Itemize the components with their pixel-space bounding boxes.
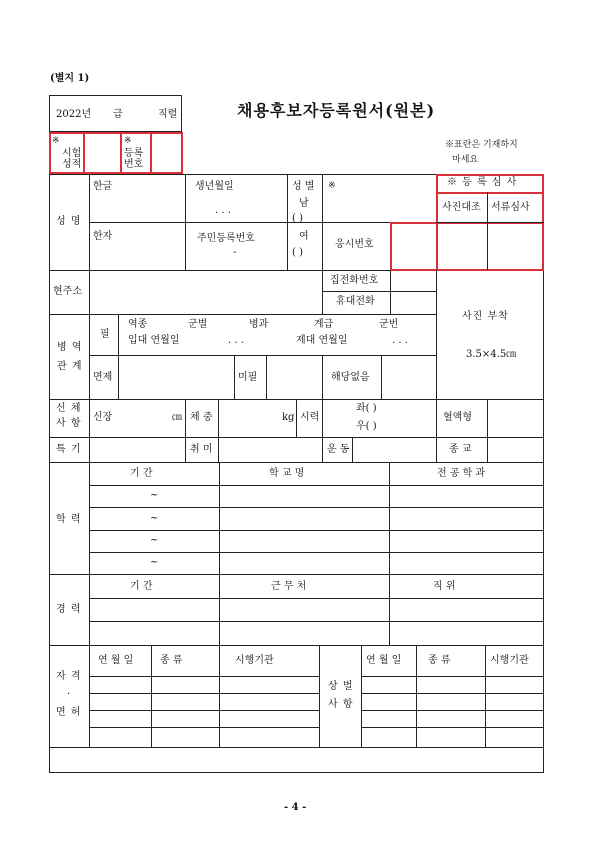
birth-dots: . . . <box>215 205 231 216</box>
career-label: 경 력 <box>56 604 82 615</box>
license-date-header-2: 연 월 일 <box>366 655 402 666</box>
license-label-1: 자 격 <box>56 671 82 682</box>
military-service: 군별 <box>188 319 208 330</box>
female-label: 여 <box>299 231 309 242</box>
discharge-date-dots: . . . <box>392 335 408 346</box>
annex-label: (별지 1) <box>50 73 90 84</box>
hanja-label: 한자 <box>93 231 113 242</box>
page-number: - 4 - <box>284 802 307 813</box>
edu-tilde: ~ <box>150 513 159 524</box>
religion-label: 종 교 <box>449 444 472 455</box>
address-label: 현주소 <box>53 286 82 297</box>
weight-label: 체 중 <box>190 412 213 423</box>
career-period-header: 기 간 <box>130 581 153 592</box>
sex-label: 성 별 <box>292 181 315 192</box>
photo-label: 사진 부착 <box>462 311 509 322</box>
grade-label: 급 <box>113 109 123 120</box>
resident-no-label: 주민등록번호 <box>197 233 255 244</box>
doc-review-label: 서류심사 <box>491 202 530 213</box>
home-phone-label: 집전화번호 <box>330 275 379 286</box>
edu-tilde: ~ <box>150 490 159 501</box>
exam-no-label: 응시번호 <box>335 239 374 250</box>
vision-left: 좌( ) <box>356 403 377 414</box>
discharge-date-label: 제대 연월일 <box>296 335 348 346</box>
male-label: 남 <box>299 198 309 209</box>
body-label-2: 사 항 <box>56 418 82 429</box>
hangul-label: 한글 <box>93 181 113 192</box>
career-position-header: 직 위 <box>433 581 456 592</box>
reg-no-label-1: 등록 <box>124 148 144 159</box>
not-done-label: 미필 <box>238 372 258 383</box>
not-applicable-label: 해당없음 <box>331 372 370 383</box>
military-label-1: 병 역 <box>57 342 83 353</box>
name-mark: ※ <box>328 181 336 191</box>
license-issuer-header: 시행기관 <box>235 655 274 666</box>
military-service-no: 군번 <box>379 319 399 330</box>
vision-right: 우( ) <box>356 421 377 432</box>
license-issuer-header-2: 시행기관 <box>490 655 529 666</box>
license-kind-header-2: 종 류 <box>428 655 451 666</box>
male-paren: ( ) <box>292 213 303 224</box>
edu-period-header: 기 간 <box>130 468 153 479</box>
military-specialty: 병과 <box>249 319 269 330</box>
height-unit: ㎝ <box>172 412 182 423</box>
blood-type-label: 혈액형 <box>443 412 472 423</box>
enlist-date-label: 입대 연월일 <box>128 335 180 346</box>
height-label: 신장 <box>93 412 113 423</box>
name-label: 성 명 <box>56 216 82 227</box>
edu-school-header: 학 교 명 <box>269 468 305 479</box>
license-kind-header: 종 류 <box>160 655 183 666</box>
year-label: 2022년 <box>56 109 92 120</box>
edu-tilde: ~ <box>150 535 159 546</box>
military-done-label: 필 <box>100 329 110 340</box>
female-paren: ( ) <box>292 247 303 258</box>
exempt-label: 면제 <box>93 372 113 383</box>
note-line-2: 마세요 <box>452 155 479 165</box>
enlist-date-dots: . . . <box>228 335 244 346</box>
license-label-3: 면 허 <box>56 707 82 718</box>
sports-label: 운 동 <box>327 444 350 455</box>
license-date-header: 연 월 일 <box>98 655 134 666</box>
special-skill-label: 특 기 <box>56 444 82 455</box>
military-rank: 계급 <box>314 319 334 330</box>
exam-score-mark: ※ <box>52 136 60 146</box>
military-label-2: 관 계 <box>57 361 83 372</box>
edu-tilde: ~ <box>150 557 159 568</box>
reg-no-label-2: 번호 <box>124 159 144 170</box>
edu-major-header: 전 공 학 과 <box>437 468 486 479</box>
page-title: 채용후보자등록원서(원본) <box>237 101 436 120</box>
body-label-1: 신 체 <box>56 403 82 414</box>
exam-score-label-1: 시험 <box>62 148 82 159</box>
reg-no-mark: ※ <box>124 136 132 146</box>
hobby-label: 취 미 <box>190 444 213 455</box>
vision-label: 시력 <box>300 412 320 423</box>
photo-size: 3.5×4.5㎝ <box>466 349 517 360</box>
note-line-1: ※표란은 기재하지 <box>445 140 518 150</box>
award-label-1: 상 벌 <box>328 681 354 692</box>
position-label: 직렬 <box>158 109 178 120</box>
photo-check-label: 사진대조 <box>442 202 481 213</box>
weight-unit: kg <box>282 412 295 423</box>
birth-label: 생년월일 <box>195 181 234 192</box>
exam-score-label-2: 성적 <box>62 159 82 170</box>
reg-review-title: ※ 등 록 심 사 <box>447 177 518 188</box>
license-label-2: · <box>67 689 71 700</box>
award-label-2: 사 항 <box>328 699 354 710</box>
resident-no-dash: - <box>233 247 237 258</box>
career-workplace-header: 근 무 처 <box>271 581 307 592</box>
mobile-label: 휴대전화 <box>336 296 375 307</box>
military-branch-type: 역종 <box>128 319 148 330</box>
education-label: 학 력 <box>56 514 82 525</box>
